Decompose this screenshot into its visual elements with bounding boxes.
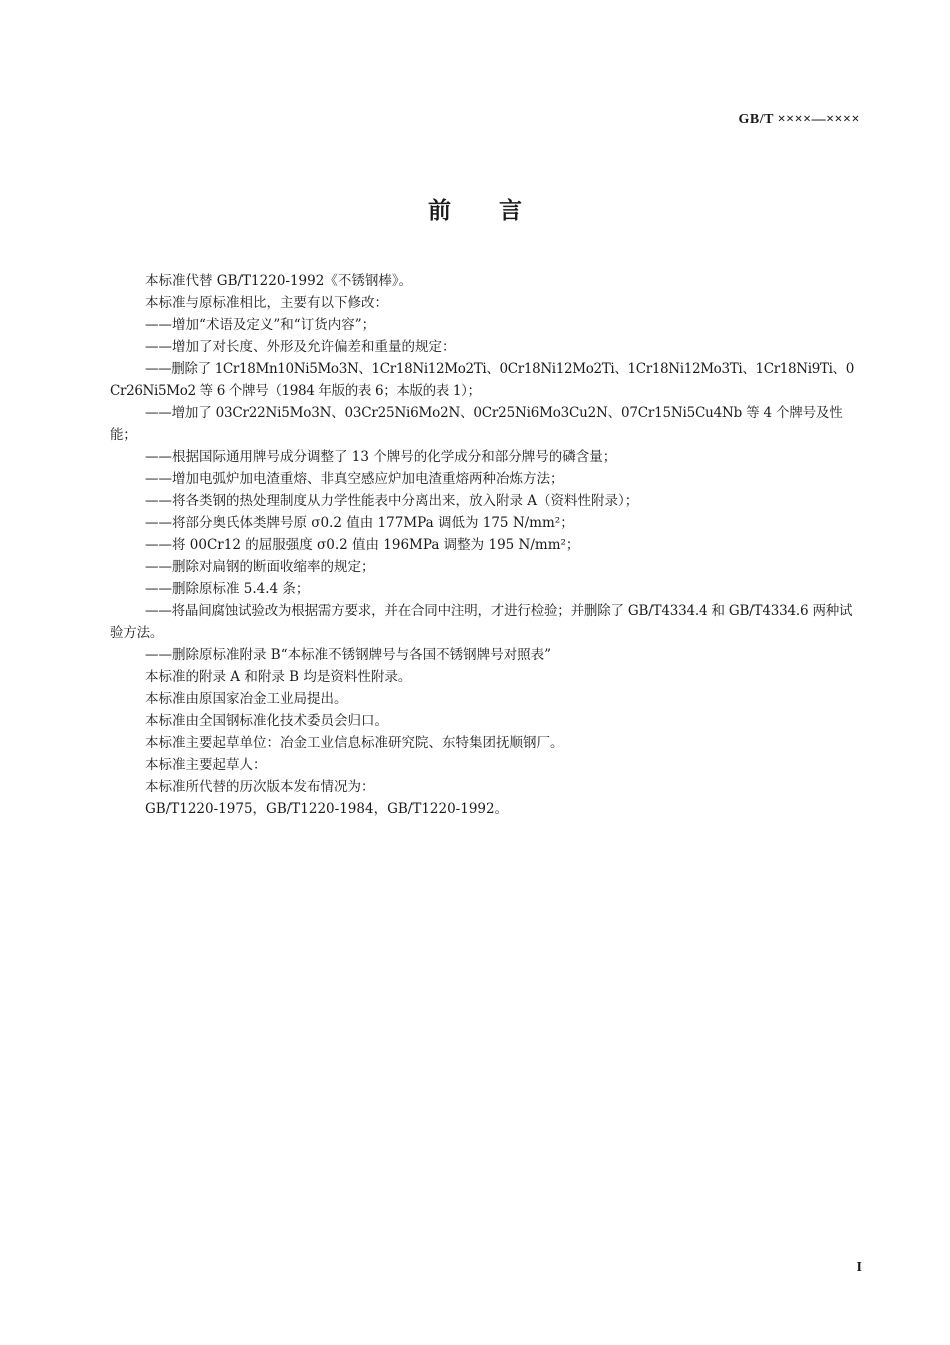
list-item: ——增加“术语及定义”和“订货内容”；: [145, 317, 376, 333]
page-title: 前言: [428, 198, 570, 224]
page-number: I: [856, 1260, 862, 1275]
list-item: ——增加了对长度、外形及允许偏差和重量的规定：: [145, 339, 456, 355]
list-item: ——删除了 1Cr18Mn10Ni5Mo3N、1Cr18Ni12Mo2Ti、0Cr18Ni12Mo2Ti、1Cr18Ni12Mo3Ti、1Cr18Ni9Ti、0Cr26Ni5Mo2 等 6 个牌号（1984 年版的表 6；本版的表 1）；: [110, 361, 854, 399]
list-item: ——将晶间腐蚀试验改为根据需方要求，并在合同中注明，才进行检验；并删除了 GB/T4334.4 和 GB/T4334.6 两种试验方法。: [110, 603, 853, 641]
paragraph-administrator: 本标准由全国钢标准化技术委员会归口。: [145, 713, 388, 729]
paragraph-drafters: 本标准主要起草人：: [145, 757, 267, 773]
standard-code: GB/T ××××—××××: [738, 112, 860, 127]
paragraph-proposer: 本标准由原国家冶金工业局提出。: [145, 691, 348, 707]
paragraph-appendix: 本标准的附录 A 和附录 B 均是资料性附录。: [145, 669, 412, 685]
list-item: ——根据国际通用牌号成分调整了 13 个牌号的化学成分和部分牌号的磷含量；: [145, 449, 617, 465]
paragraph-replaces: 本标准代替 GB/T1220-1992《不锈钢棒》。: [145, 273, 413, 289]
paragraph-history-intro: 本标准所代替的历次版本发布情况为：: [145, 779, 375, 795]
list-item: ——删除对扁钢的断面收缩率的规定；: [145, 559, 375, 575]
list-item: ——增加电弧炉加电渣重熔、非真空感应炉加电渣重熔两种冶炼方法；: [145, 471, 564, 487]
paragraph-history-versions: GB/T1220-1975，GB/T1220-1984，GB/T1220-1992。: [145, 801, 509, 817]
paragraph-drafting-units: 本标准主要起草单位：冶金工业信息标准研究院、东特集团抚顺钢厂。: [145, 735, 564, 751]
paragraph-changes-intro: 本标准与原标准相比，主要有以下修改：: [145, 295, 388, 311]
list-item: ——将各类钢的热处理制度从力学性能表中分离出来，放入附录 A（资料性附录）；: [145, 493, 639, 509]
list-item: ——删除原标准附录 B“本标准不锈钢牌号与各国不锈钢牌号对照表”: [145, 647, 552, 663]
list-item: ——删除原标准 5.4.4 条；: [145, 581, 310, 597]
list-item: ——将部分奥氏体类牌号原 σ0.2 值由 177MPa 调低为 175 N/mm²；: [145, 515, 574, 531]
list-item: ——将 00Cr12 的屈服强度 σ0.2 值由 196MPa 调整为 195 N/mm²；: [145, 537, 580, 553]
preface-body: [110, 270, 862, 820]
list-item: ——增加了 03Cr22Ni5Mo3N、03Cr25Ni6Mo2N、0Cr25Ni6Mo3Cu2N、07Cr15Ni5Cu4Nb 等 4 个牌号及性能；: [110, 405, 843, 443]
